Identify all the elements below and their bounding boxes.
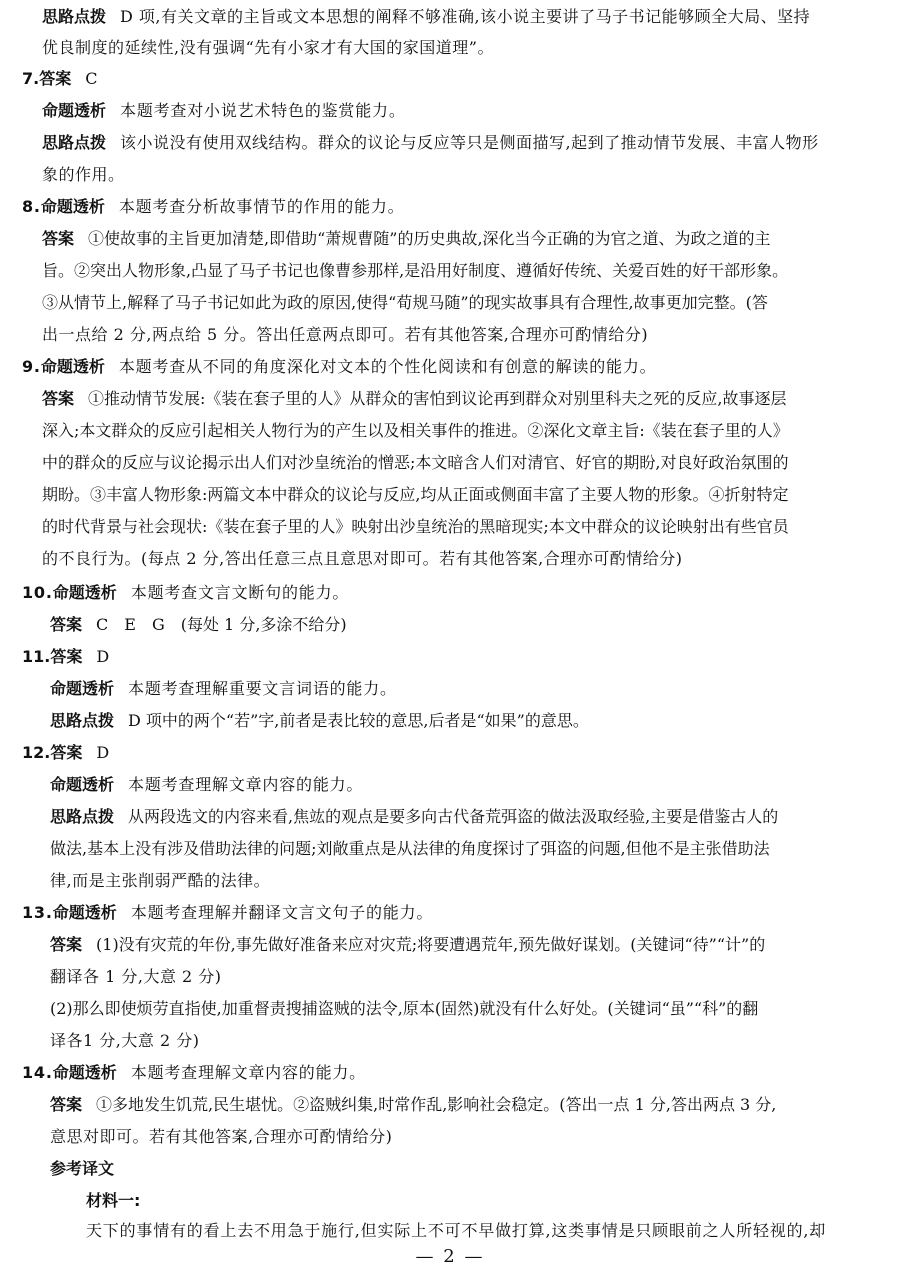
label-analysis: 命题透析 <box>40 357 105 376</box>
question-14-analysis: 14.命题透析 本题考查理解文章内容的能力。 <box>22 1063 366 1082</box>
text-line: 命题透析 本题考查理解文章内容的能力。 <box>50 775 364 794</box>
text-line: 象的作用。 <box>42 165 125 184</box>
label-analysis: 命题透析 <box>40 197 105 216</box>
label-answer: 答案 <box>50 1095 83 1114</box>
text-line: 中的群众的反应与议论揭示出人们对沙皇统治的憎恶;本文暗含人们对清官、好官的期盼,对良好政治氛围的 <box>42 453 789 472</box>
text-line: 答案 ①使故事的主旨更加清楚,即借助“萧规曹随”的历史典故,深化当今正确的为官之道、为政之道的主 <box>42 229 771 248</box>
text-line: 答案 (1)没有灾荒的年份,事先做好准备来应对灾荒;将要遭遇荒年,预先做好谋划。(关键词“待”“计”的 <box>50 935 766 954</box>
question-11-answer: 11.答案 D <box>22 647 110 666</box>
label-answer: 答案 <box>39 69 72 88</box>
text-line: 思路点拨 D 项中的两个“若”字,前者是表比较的意思,后者是“如果”的意思。 <box>50 711 589 730</box>
text-line: 命题透析 本题考查理解重要文言词语的能力。 <box>50 679 397 698</box>
text-line: 思路点拨 D 项,有关文章的主旨或文本思想的阐释不够准确,该小说主要讲了马子书记能够顾全大局、坚持 <box>42 7 811 26</box>
label-answer: 答案 <box>42 229 75 248</box>
text-line: 命题透析 本题考查对小说艺术特色的鉴赏能力。 <box>42 101 406 120</box>
question-10-analysis: 10.命题透析 本题考查文言文断句的能力。 <box>22 583 350 602</box>
text-line: 思路点拨 该小说没有使用双线结构。群众的议论与反应等只是侧面描写,起到了推动情节发展、丰富人物形 <box>42 133 819 152</box>
label-analysis: 命题透析 <box>52 583 117 602</box>
label-analysis: 命题透析 <box>52 1063 117 1082</box>
text-line: 深入;本文群众的反应引起相关人物行为的产生以及相关事件的推进。②深化文章主旨:《装在套子里的人》 <box>42 421 789 440</box>
label-analysis: 命题透析 <box>42 101 107 120</box>
text-line: 优良制度的延续性,没有强调“先有小家才有大国的家国道理”。 <box>42 38 494 57</box>
text-line: 翻译各 1 分,大意 2 分) <box>50 967 222 986</box>
label-analysis: 命题透析 <box>50 679 115 698</box>
label-hint: 思路点拨 <box>42 7 107 26</box>
label-answer: 答案 <box>42 389 75 408</box>
question-8-analysis: 8.命题透析 本题考查分析故事情节的作用的能力。 <box>22 197 405 216</box>
text-line: (2)那么即使烦劳直指使,加重督责搜捕盗贼的法令,原本(固然)就没有什么好处。(关键词“虽”“科”的翻 <box>50 999 759 1018</box>
text-line: 的时代背景与社会现状:《装在套子里的人》映射出沙皇统治的黑暗现实;本文中群众的议论映射出有些官员 <box>42 517 789 536</box>
text-line: 答案 ①推动情节发展:《装在套子里的人》从群众的害怕到议论再到群众对别里科夫之死的反应,故事逐层 <box>42 389 787 408</box>
text-line: 译各1 分,大意 2 分) <box>50 1031 200 1050</box>
material-heading: 材料一: <box>86 1191 141 1210</box>
text-line: 答案 C E G (每处 1 分,多涂不给分) <box>50 615 347 634</box>
label-answer: 答案 <box>50 935 83 954</box>
label-answer: 答案 <box>50 743 83 762</box>
label-analysis: 命题透析 <box>52 903 117 922</box>
question-9-analysis: 9.命题透析 本题考查从不同的角度深化对文本的个性化阅读和有创意的解读的能力。 <box>22 357 657 376</box>
label-answer: 答案 <box>50 647 83 666</box>
label-answer: 答案 <box>50 615 83 634</box>
text-line: 思路点拨 从两段选文的内容来看,焦竑的观点是要多向古代备荒弭盗的做法汲取经验,主要是借鉴古人的 <box>50 807 779 826</box>
text-line: 意思对即可。若有其他答案,合理亦可酌情给分) <box>50 1127 393 1146</box>
label-hint: 思路点拨 <box>50 711 115 730</box>
label-analysis: 命题透析 <box>50 775 115 794</box>
text-line: 旨。②突出人物形象,凸显了马子书记也像曹参那样,是沿用好制度、遵循好传统、关爱百姓的好干部形象。 <box>42 261 789 280</box>
question-12-answer: 12.答案 D <box>22 743 110 762</box>
question-13-analysis: 13.命题透析 本题考查理解并翻译文言文句子的能力。 <box>22 903 434 922</box>
text-line: 期盼。③丰富人物形象:两篇文本中群众的议论与反应,均从正面或侧面丰富了主要人物的形象。④折射特定 <box>42 485 789 504</box>
question-7-answer: 7.答案 C <box>22 69 98 88</box>
text-line: 律,而是主张削弱严酷的法律。 <box>50 871 271 890</box>
text-line: 天下的事情有的看上去不用急于施行,但实际上不可不早做打算,这类事情是只顾眼前之人所轻视的,却 <box>86 1221 827 1240</box>
text-line: 答案 ①多地发生饥荒,民生堪忧。②盗贼纠集,时常作乱,影响社会稳定。(答出一点 1 分,答出两点 3 分, <box>50 1095 777 1114</box>
text-line: 出一点给 2 分,两点给 5 分。答出任意两点即可。若有其他答案,合理亦可酌情给分) <box>42 325 649 344</box>
text-line: 的不良行为。(每点 2 分,答出任意三点且意思对即可。若有其他答案,合理亦可酌情给分) <box>42 549 683 568</box>
text-line: ③从情节上,解释了马子书记如此为政的原因,使得“荀规马随”的现实故事具有合理性,故事更加完整。(答 <box>42 293 768 312</box>
label-hint: 思路点拨 <box>42 133 107 152</box>
label-hint: 思路点拨 <box>50 807 115 826</box>
translation-heading: 参考译文 <box>50 1159 115 1178</box>
text-line: 做法,基本上没有涉及借助法律的问题;刘敞重点是从法律的角度探讨了弭盗的问题,但他不是主张借助法 <box>50 839 770 858</box>
page-number: — 2 — <box>415 1246 485 1267</box>
